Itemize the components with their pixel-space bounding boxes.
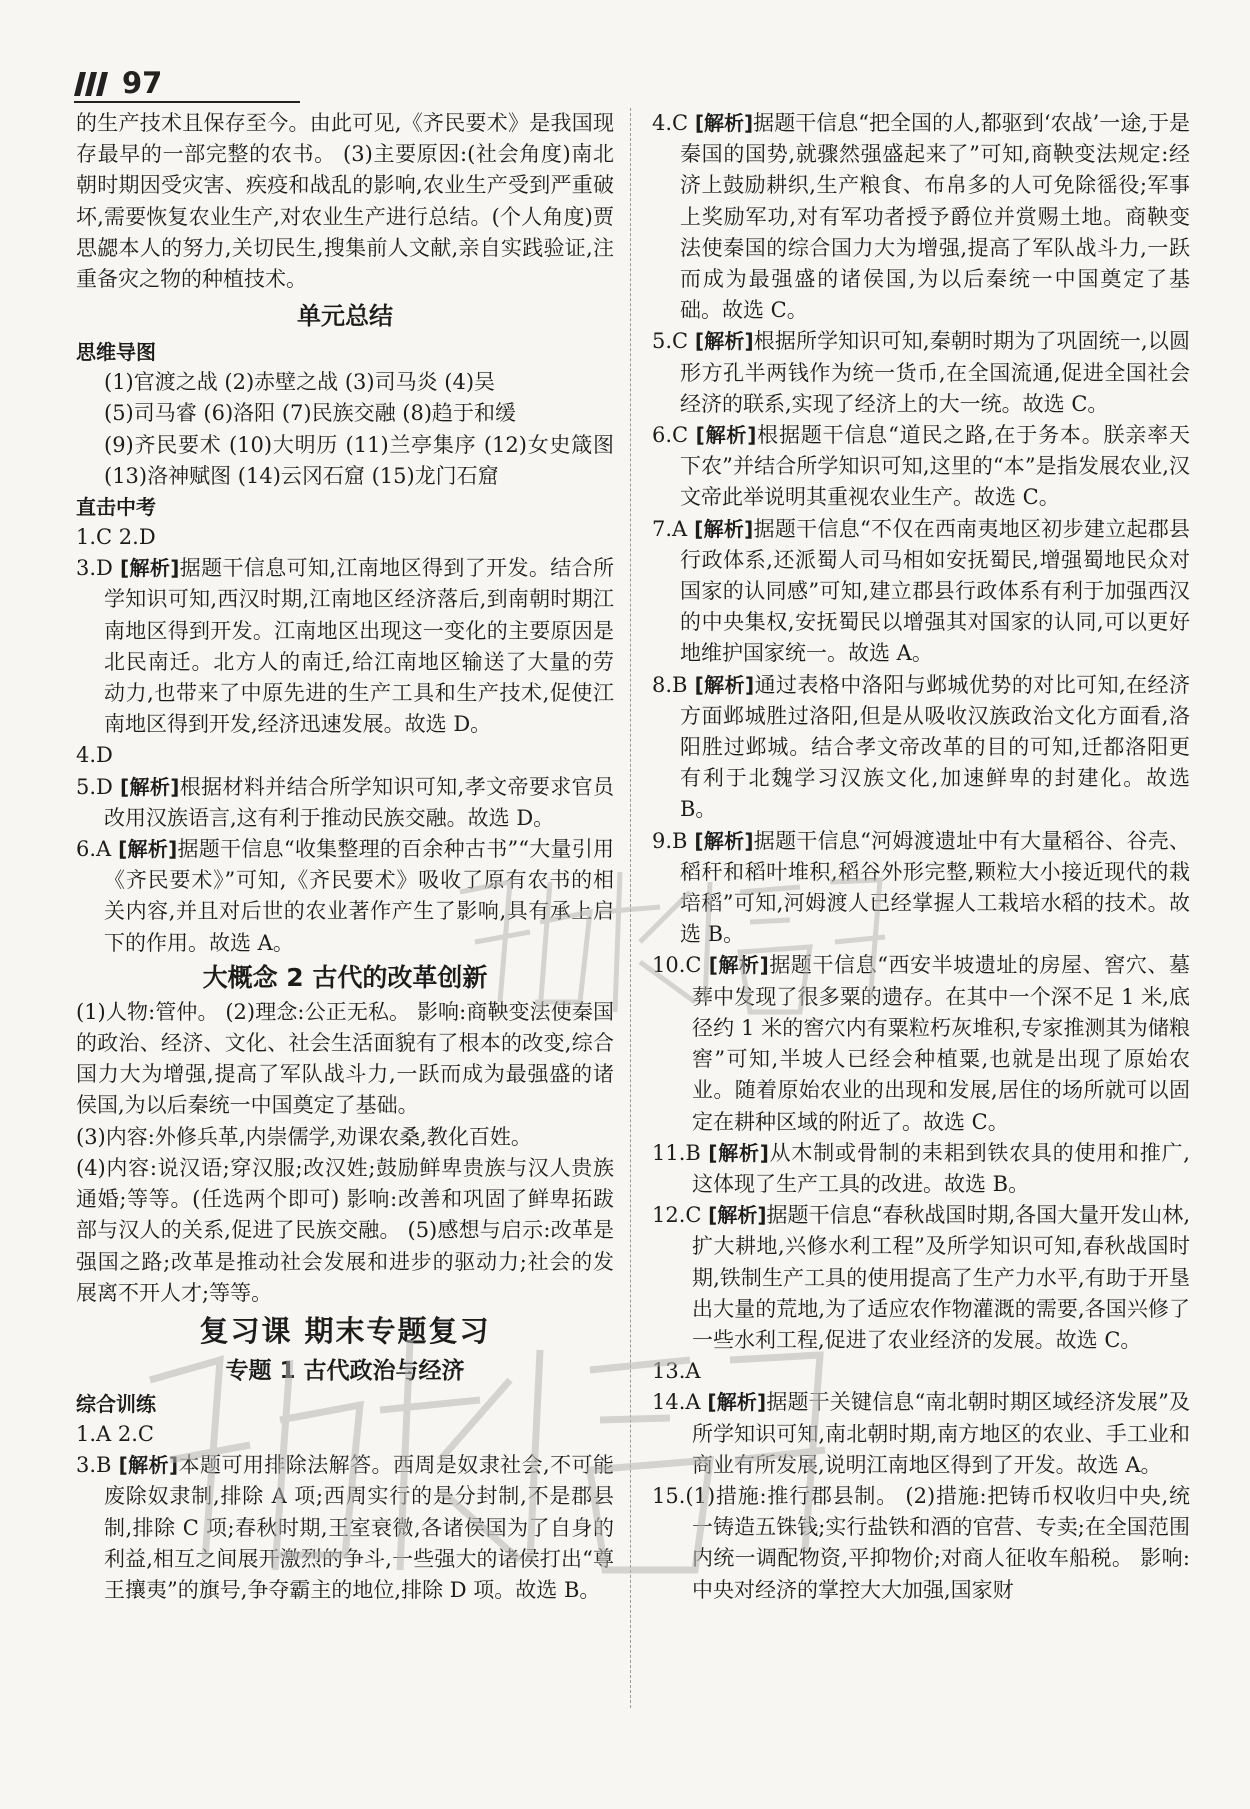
- answer-item: [76, 1450, 614, 1606]
- answer-text: 据题干信息“把全国的人,都驱到‘农战’一途,于是秦国的国势,就骤然强盛起来了”可知,商鞅变法规定:经济上鼓励耕织,生产粮食、布帛多的人可免除徭役;军事上奖励军功,对有军功者授予爵位并赏赐土地。商鞅变法使秦国的综合国力大为增强,提高了军队战斗力,一跃而成为最强盛的诸侯国,为以后秦统一中国奠定了基础。故选 C。: [680, 111, 1191, 323]
- answer-item: [652, 1138, 1190, 1200]
- concept-paragraph: (4)内容:说汉语;穿汉服;改汉姓;鼓励鲜卑贵族与汉人贵族通婚;等等。(任选两个即可) 影响:改善和巩固了鲜卑拓跋部与汉人的关系,促进了民族交融。 (5)感想与启示:改革是强国之路;改革是推动社会发展和进步的驱动力;社会的发展离不开人才;等等。: [76, 1155, 614, 1305]
- answer-num: 7.A: [652, 516, 688, 541]
- right-column: [652, 108, 1190, 1606]
- answer-text: 据题干信息“河姆渡遗址中有大量稻谷、谷壳、稻秆和稻叶堆积,稻谷外形完整,颗粒大小接近现代的栽培稻”可知,河姆渡人已经掌握人工栽培水稻的技术。故选 B。: [680, 828, 1191, 947]
- analysis-tag: [解析]: [694, 516, 754, 541]
- answer-text: 从木制或骨制的耒耜到铁农具的使用和推广,这体现了生产工具的改进。故选 B。: [692, 1140, 1190, 1196]
- answer-text: 据题干信息“春秋战国时期,各国大量开发山林,扩大耕地,兴修水利工程”及所学知识可知,春秋战国时期,铁制生产工具的使用提高了生产力水平,有助于开垦出大量的荒地,为了适应农作物灌溉的需要,各国兴修了一些水利工程,促进了农业经济的发展。故选 C。: [692, 1203, 1190, 1352]
- answer-text: 根据题干信息“道民之路,在于务本。朕亲率天下农”并结合所学知识可知,这里的“本”是指发展农业,汉文帝此举说明其重视农业生产。故选 C。: [680, 423, 1190, 510]
- analysis-tag: [解析]: [694, 672, 755, 697]
- answer-item: [76, 553, 614, 740]
- analysis-tag: [解析]: [119, 774, 180, 799]
- answer-num: 6.C: [652, 423, 689, 448]
- answer-item: 4.D: [76, 743, 113, 768]
- answer-item: [652, 670, 1190, 826]
- answer-text: 据题干信息可知,江南地区得到了开发。结合所学知识可知,西汉时期,江南地区经济落后,到南朝时期江南地区得到开发。江南地区出现这一变化的主要原因是北民南迁。北方人的南迁,给江南地区输送了大量的劳动力,也带来了中原先进的生产工具和生产技术,促使江南地区得到开发,经济迅速发展。故选 D。: [104, 556, 614, 737]
- answer-item: [652, 420, 1190, 514]
- answer-item: [652, 326, 1190, 420]
- answer-num: 9.B: [652, 828, 688, 853]
- intro-paragraph: 的生产技术且保存至今。由此可见,《齐民要术》是我国现存最早的一部完整的农书。 (3)主要原因:(社会角度)南北朝时期因受灾害、疾疫和战乱的影响,农业生产受到严重破坏,需要恢复农业生产,对农业生产进行总结。(个人角度)贾思勰本人的努力,关切民生,搜集前人文献,亲自实践验证,注重备灾之物的种植技术。: [76, 111, 614, 292]
- analysis-tag: [解析]: [118, 837, 178, 862]
- answer-text: 据题干信息“收集整理的百余种古书”“大量引用《齐民要术》”可知,《齐民要术》吸收了原有农书的相关内容,并且对后世的农业著作产生了影响,具有承上启下的作用。故选 A。: [104, 837, 614, 955]
- answer-num: 5.C: [652, 329, 689, 354]
- analysis-tag: [解析]: [118, 1453, 179, 1478]
- analysis-tag: [解析]: [694, 111, 754, 135]
- answer-num: 3.B: [76, 1453, 112, 1478]
- answer-item: [652, 1200, 1190, 1356]
- answer-text: 据题干信息“西安半坡遗址的房屋、窖穴、墓葬中发现了很多粟的遗存。在其中一个深不足 1 米,底径约 1 米的窖穴内有粟粒朽灰堆积,专家推测其为储粮窖”可知,半坡人已经会种植粟,也就是出现了原始农业。随着原始农业的出现和发展,居住的场所就可以固定在耕种区域的附近了。故选 C。: [692, 953, 1191, 1134]
- answer-num: 8.B: [652, 672, 688, 697]
- answer-item: [652, 514, 1190, 670]
- answer-item: [652, 108, 1190, 326]
- unit-summary-title: 单元总结: [297, 302, 393, 331]
- answer-text: 根据所学知识可知,秦朝时期为了巩固统一,以圆形方孔半两钱作为统一货币,在全国流通,促进全国社会经济的联系,实现了经济上的大一统。故选 C。: [680, 329, 1190, 416]
- answer-item: [652, 1387, 1190, 1481]
- analysis-tag: [解析]: [694, 828, 754, 853]
- answer-text: 根据材料并结合所学知识可知,孝文帝要求官员改用汉族语言,这有利于推动民族交融。故选 D。: [104, 774, 614, 830]
- mindmap-line: (9)齐民要术 (10)大明历 (11)兰亭集序 (12)女史箴图 (13)洛神赋图 (14)云冈石窟 (15)龙门石窟: [104, 432, 614, 488]
- answer-num: 6.A: [76, 837, 112, 862]
- answer-item: [76, 834, 614, 959]
- answer-num: 14.A: [652, 1390, 701, 1415]
- answer-text: 本题可用排除法解答。西周是奴隶社会,不可能废除奴隶制,排除 A 项;西周实行的是分封制,不是郡县制,排除 C 项;春秋时期,王室衰微,各诸侯国为了自身的利益,相互之间展开激烈的争斗,一些强大的诸侯打出“尊王攘夷”的旗号,争夺霸主的地位,排除 D 项。故选 B。: [104, 1453, 614, 1602]
- header-rule: [74, 101, 300, 103]
- answer-item: 13.A: [652, 1359, 701, 1384]
- topic-title: 专题 1 古代政治与经济: [225, 1357, 465, 1384]
- concept-paragraph: (3)内容:外修兵革,内崇儒学,劝课农桑,教化百姓。: [76, 1124, 532, 1149]
- answer-item: [76, 772, 614, 834]
- analysis-tag: [解析]: [708, 1203, 767, 1228]
- answer-text: 通过表格中洛阳与邺城优势的对比可知,在经济方面邺城胜过洛阳,但是从吸收汉族政治文化方面看,洛阳胜过邺城。结合孝文帝改革的目的可知,迁都洛阳更有利于北魏学习汉族文化,加速鲜卑的封建化。故选 B。: [680, 672, 1190, 822]
- answer-item: 1.C 2.D: [76, 525, 156, 550]
- answer-item: 15.(1)措施:推行郡县制。 (2)措施:把铸币权收归中央,统一铸造五铢钱;实行盐铁和酒的官营、专卖;在全国范围内统一调配物资,平抑物价;对商人征收车船税。 影响:中央对经济的掌控大大加强,国家财: [652, 1483, 1190, 1602]
- answer-item: [652, 826, 1190, 951]
- stripes-logo-icon: [74, 72, 114, 96]
- analysis-tag: [解析]: [707, 1390, 767, 1415]
- analysis-tag: [解析]: [708, 953, 769, 978]
- answer-item: 1.A 2.C: [76, 1421, 154, 1446]
- analysis-tag: [解析]: [694, 329, 754, 354]
- answer-num: 10.C: [652, 953, 702, 978]
- left-column: [76, 108, 614, 1606]
- analysis-tag: [解析]: [708, 1140, 769, 1165]
- review-title: 复习课 期末专题复习: [199, 1313, 491, 1348]
- answer-text: 据题干信息“不仅在西南夷地区初步建立起郡县行政体系,还派蜀人司马相如安抚蜀民,增强蜀地民众对国家的认同感”可知,建立郡县行政体系有利于加强西汉的中央集权,安抚蜀民以增强其对国家的认同,可以更好地维护国家统一。故选 A。: [680, 516, 1191, 666]
- analysis-tag: [解析]: [695, 423, 757, 448]
- mindmap-line: (5)司马睿 (6)洛阳 (7)民族交融 (8)趋于和缓: [104, 401, 517, 426]
- mindmap-line: (1)官渡之战 (2)赤壁之战 (3)司马炎 (4)吴: [104, 370, 496, 395]
- concept-paragraph: (1)人物:管仲。 (2)理念:公正无私。 影响:商鞅变法使秦国的政治、经济、文化、社会生活面貌有了根本的改变,综合国力大为增强,提高了军队战斗力,一跃而成为最强盛的诸侯国,为以后秦统一中国奠定了基础。: [76, 999, 614, 1118]
- answer-num: 3.D: [76, 556, 113, 581]
- concept-title: 大概念 2 古代的改革创新: [202, 962, 488, 992]
- answer-item: [652, 950, 1190, 1137]
- answer-text: 据题干关键信息“南北朝时期区域经济发展”及所学知识可知,南北朝时期,南方地区的农业、手工业和商业有所发展,说明江南地区得到了开发。故选 A。: [692, 1390, 1190, 1477]
- answer-num: 5.D: [76, 774, 113, 799]
- answer-num: 12.C: [652, 1203, 702, 1228]
- mindmap-label: 思维导图: [76, 340, 156, 365]
- training-label: 综合训练: [76, 1391, 156, 1416]
- page-number: 97: [122, 66, 163, 100]
- column-divider: [630, 108, 631, 1708]
- answer-num: 11.B: [652, 1140, 701, 1165]
- answer-num: 4.C: [652, 111, 689, 135]
- analysis-tag: [解析]: [119, 556, 180, 581]
- zhongkao-label: 直击中考: [76, 495, 156, 520]
